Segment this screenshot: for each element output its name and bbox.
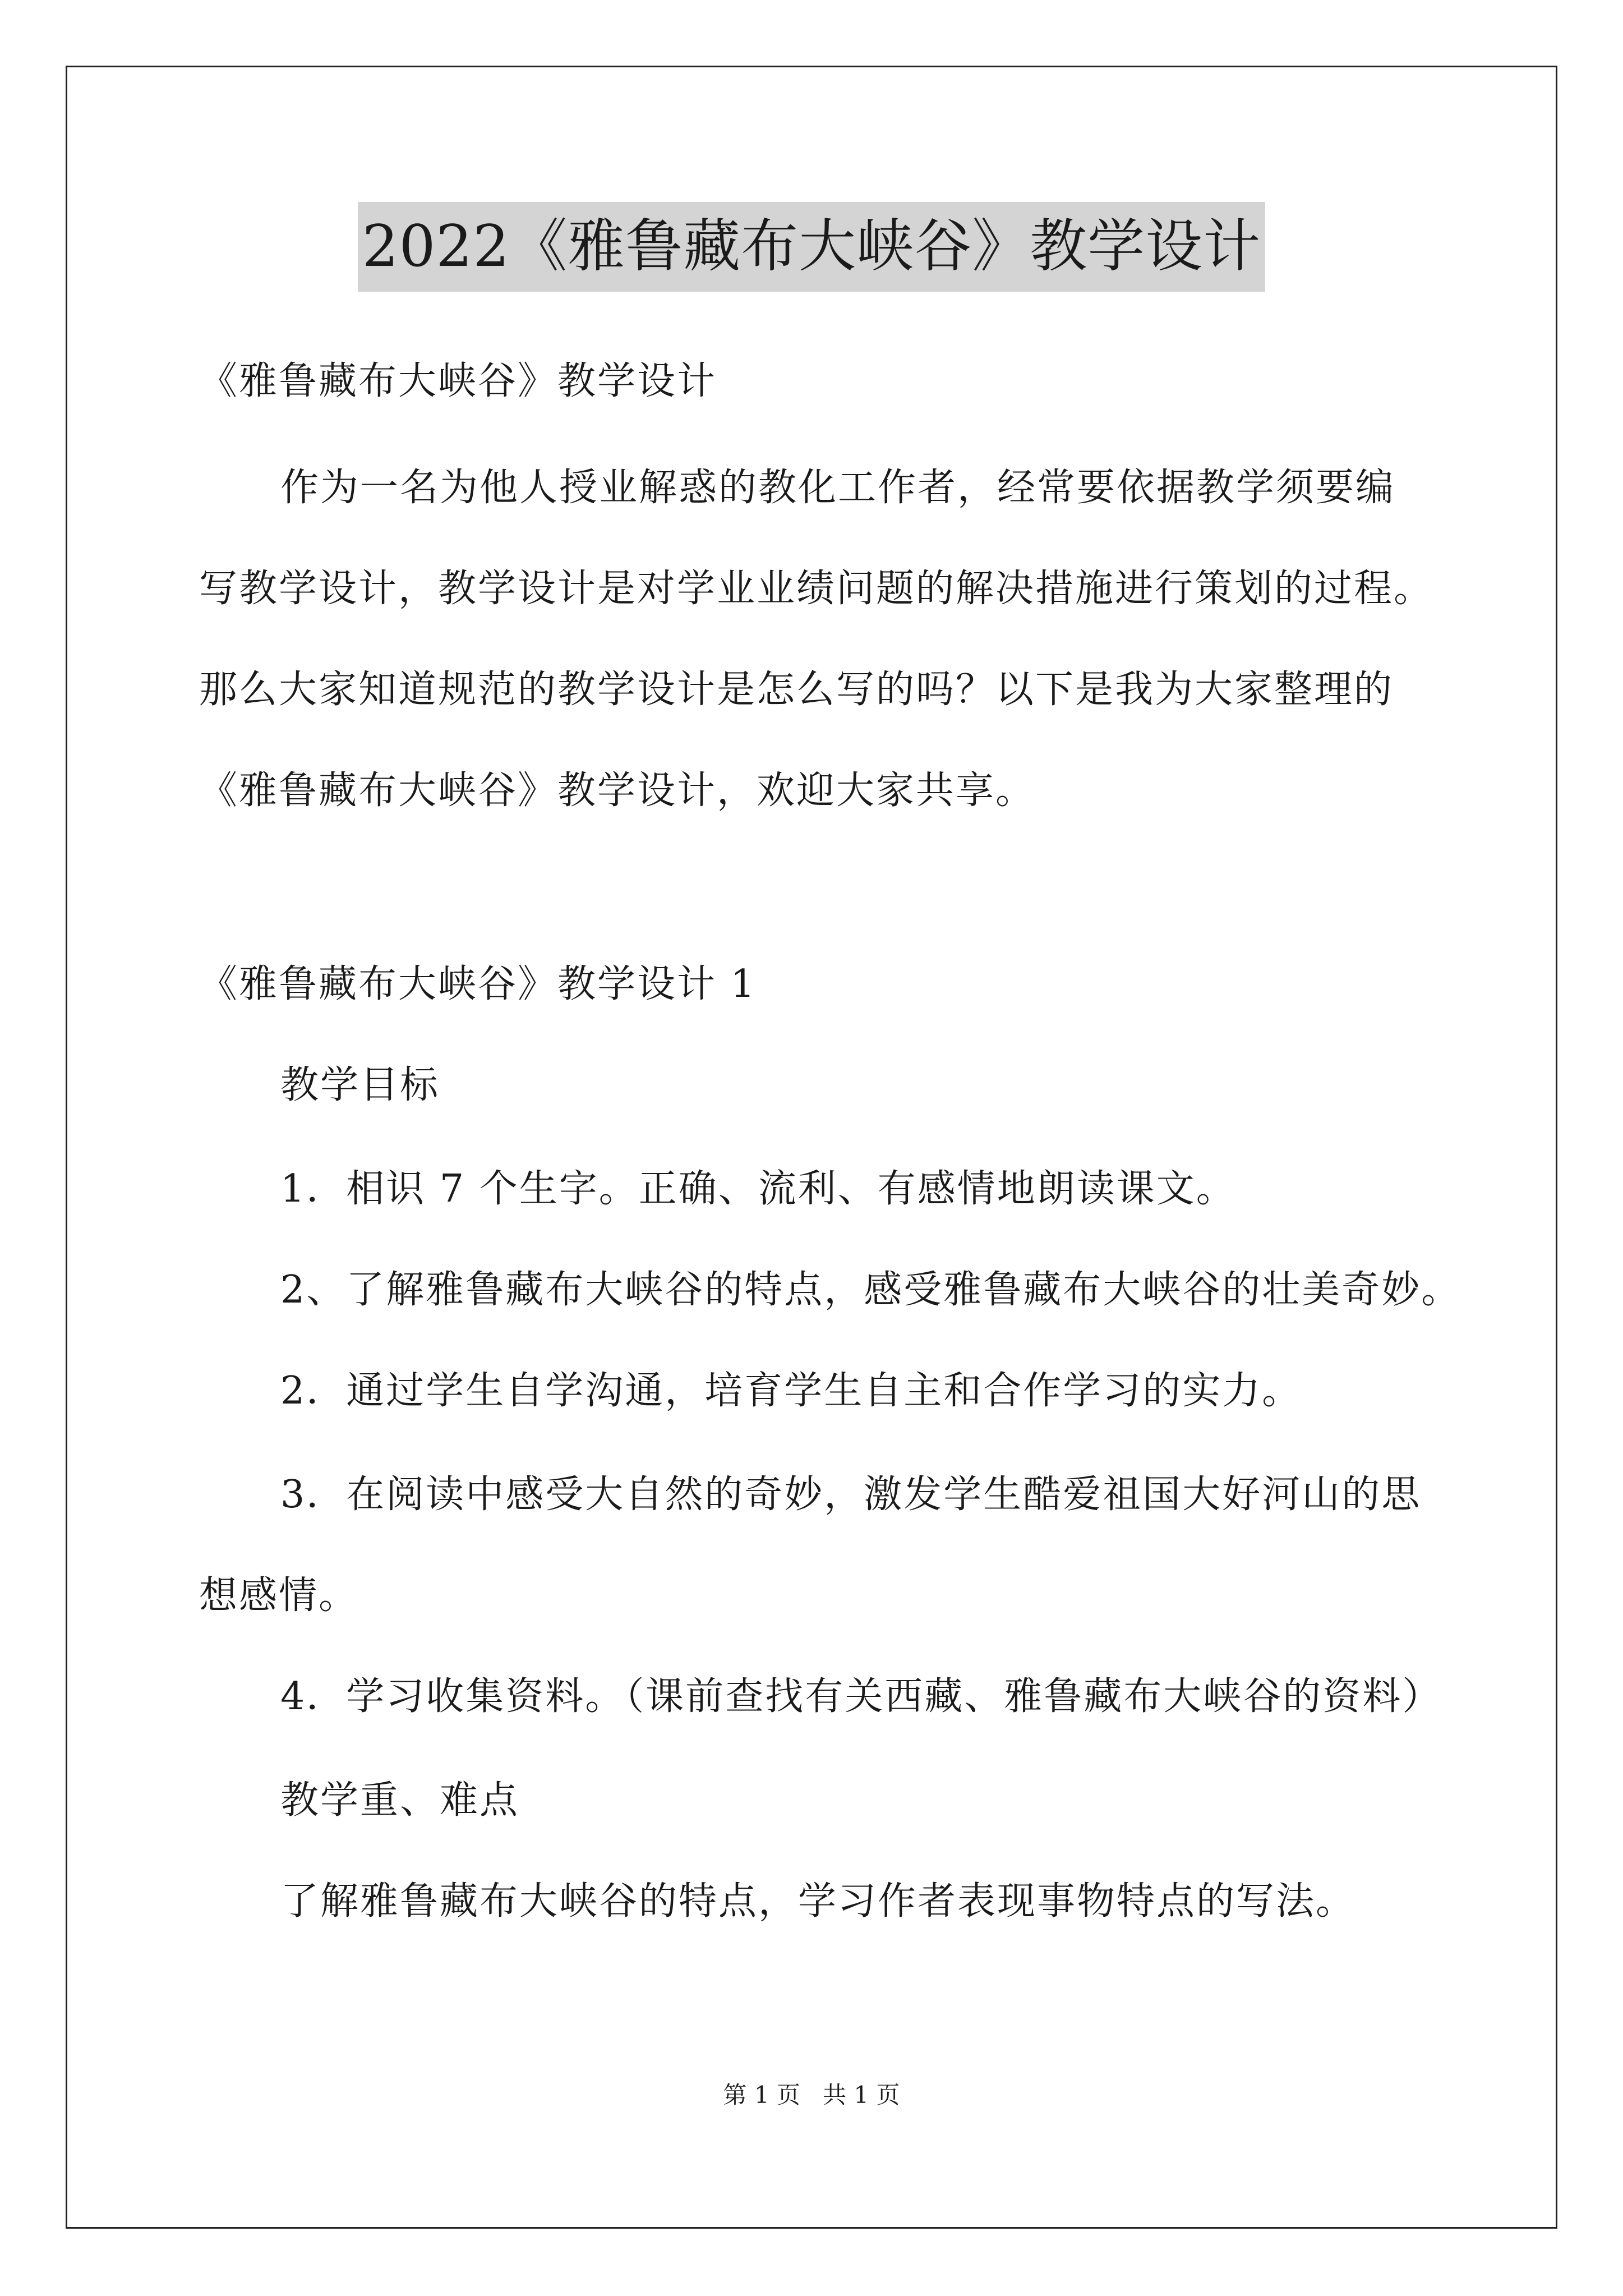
page-footer: 第 1 页 共 1 页 [723, 2081, 900, 2109]
list-item-continuation: 想感情。 [199, 1573, 359, 1618]
list-item: 2、了解雅鲁藏布大峡谷的特点，感受雅鲁藏布大峡谷的壮美奇妙。 [280, 1268, 1461, 1312]
section-subheading: 教学重、难点 [280, 1778, 520, 1823]
paragraph-line: 《雅鲁藏布大峡谷》教学设计，欢迎大家共享。 [199, 769, 1036, 813]
paragraph-line: 那么大家知道规范的教学设计是怎么写的吗？以下是我为大家整理的 [199, 668, 1394, 712]
title-container [0, 202, 1623, 292]
section-subheading: 教学目标 [280, 1063, 440, 1107]
paragraph-line: 写教学设计，教学设计是对学业业绩问题的解决措施进行策划的过程。 [199, 567, 1434, 611]
section-heading: 《雅鲁藏布大峡谷》教学设计 1 [199, 962, 757, 1006]
paragraph-line: 作为一名为他人授业解惑的教化工作者，经常要依据教学须要编 [280, 466, 1396, 510]
list-item: 4．学习收集资料。（课前查找有关西藏、雅鲁藏布大峡谷的资料） [280, 1674, 1442, 1719]
document-title: 2022《雅鲁藏布大峡谷》教学设计 [358, 202, 1266, 292]
paragraph-line: 了解雅鲁藏布大峡谷的特点，学习作者表现事物特点的写法。 [280, 1879, 1356, 1924]
list-item: 1．相识 7 个生字。正确、流利、有感情地朗读课文。 [280, 1167, 1236, 1211]
list-item: 3．在阅读中感受大自然的奇妙，激发学生酷爱祖国大好河山的思 [280, 1473, 1422, 1517]
subtitle: 《雅鲁藏布大峡谷》教学设计 [199, 359, 717, 403]
list-item: 2．通过学生自学沟通，培育学生自主和合作学习的实力。 [280, 1369, 1302, 1413]
